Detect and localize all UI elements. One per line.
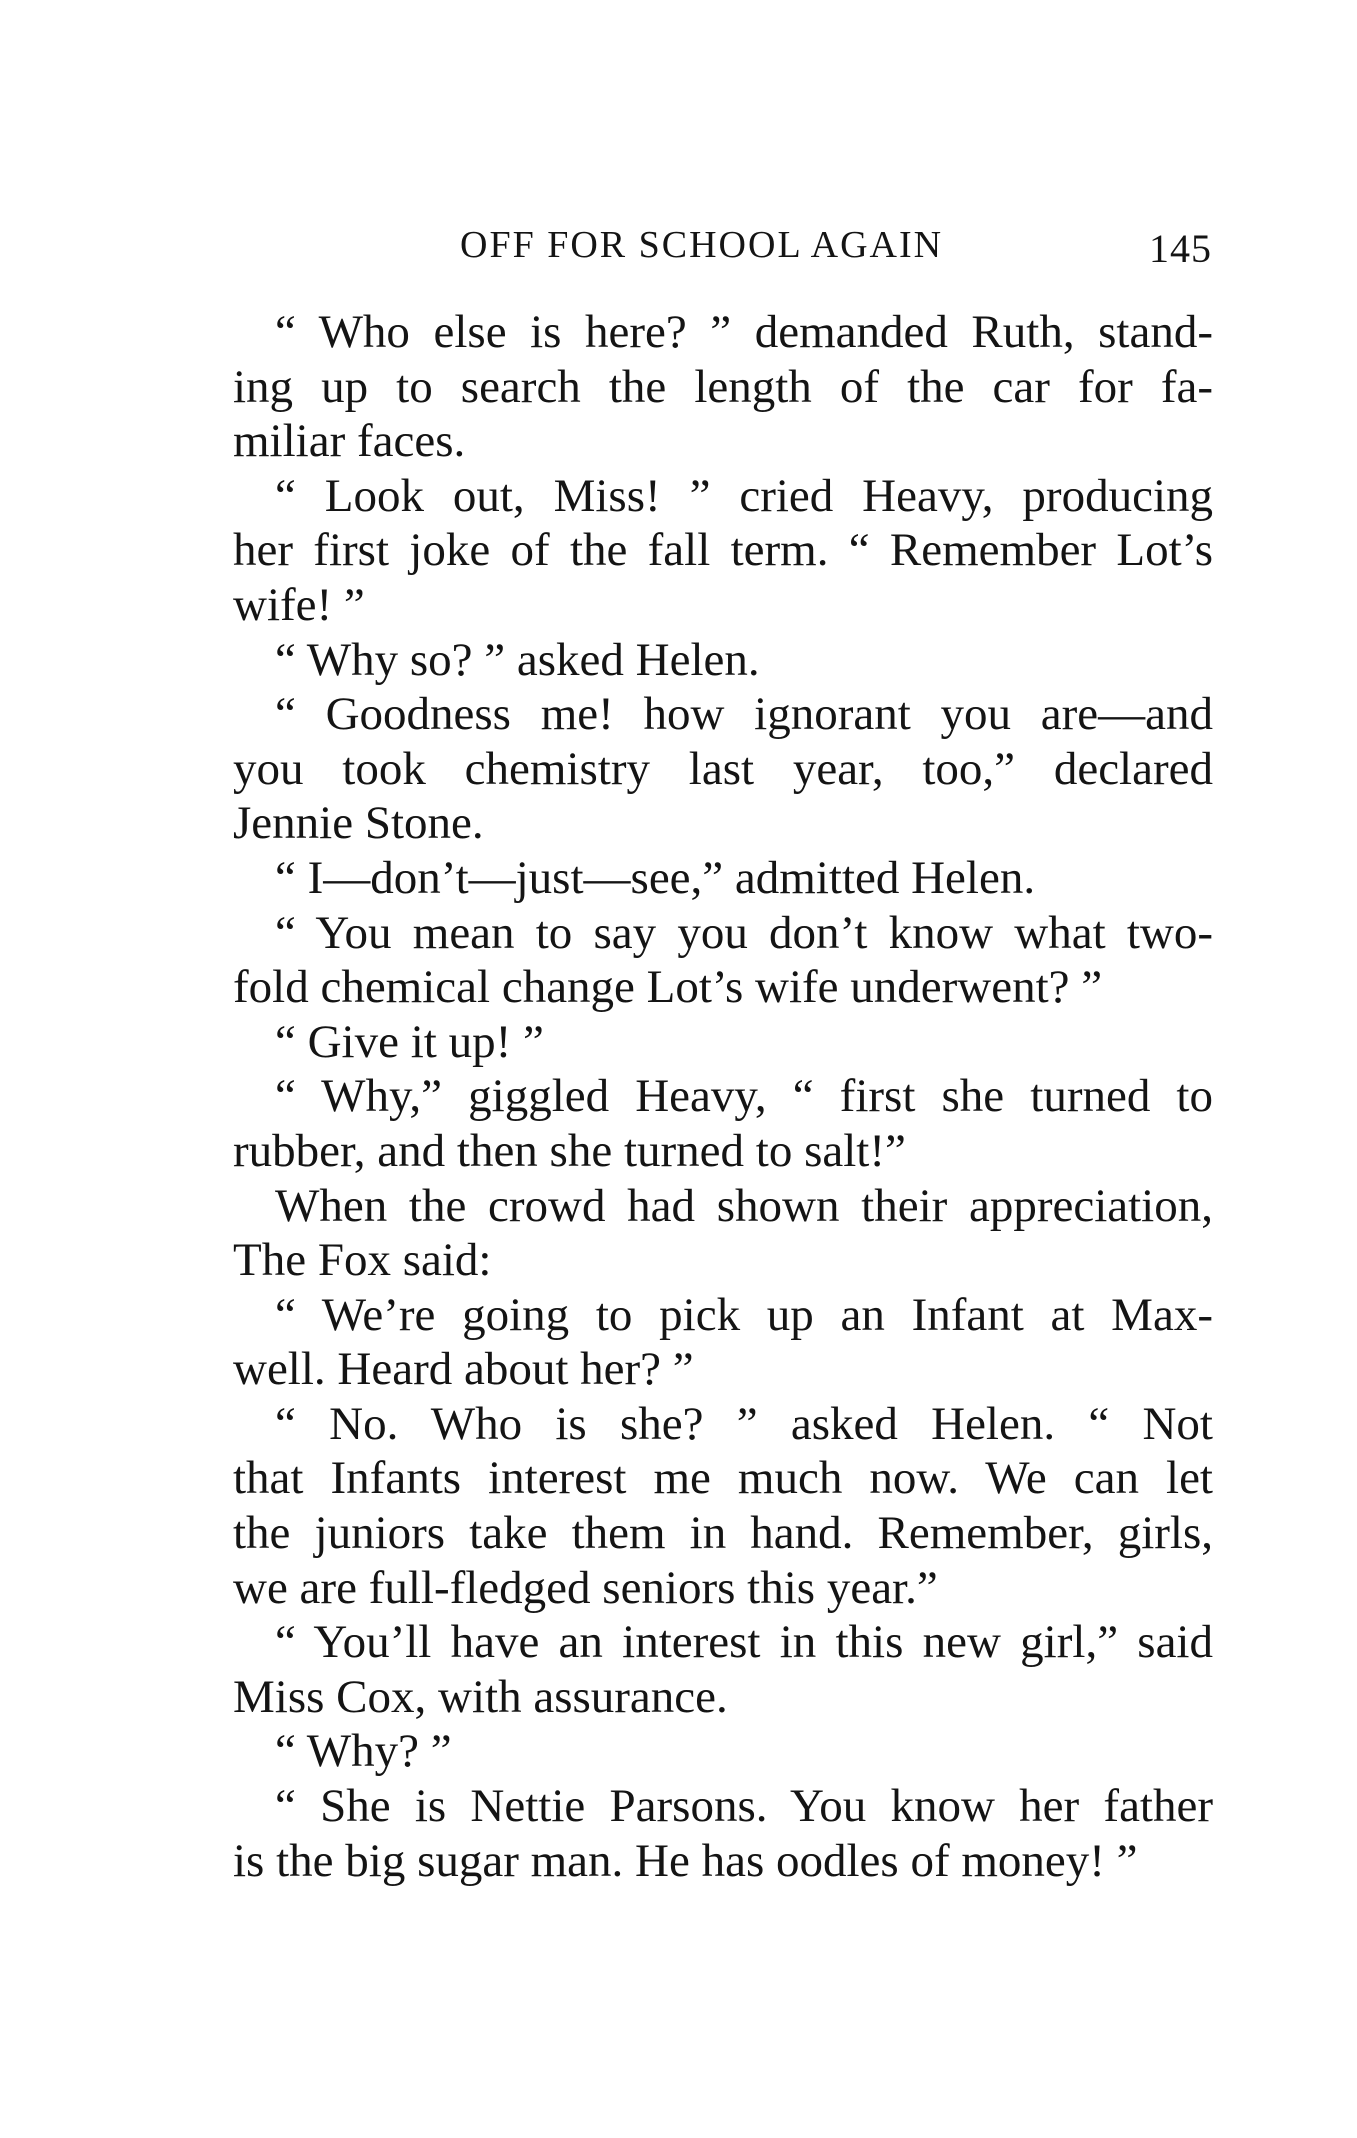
text-line: “ Look out, Miss! ” cried Heavy, producing [275, 469, 1213, 522]
text-line: is the big sugar man. He has oodles of money! ” [233, 1834, 1138, 1887]
text-line: “ Why,” giggled Heavy, “ first she turned to [275, 1070, 1213, 1123]
text-line: “ No. Who is she? ” asked Helen. “ Not [275, 1397, 1213, 1450]
text-line: “ Goodness me! how ignorant you are—and [275, 688, 1213, 741]
text-line: “ We’re going to pick up an Infant at Max- [275, 1288, 1213, 1341]
text-line: fold chemical change Lot’s wife underwent? ” [233, 961, 1103, 1014]
text-line: well. Heard about her? ” [233, 1343, 694, 1396]
text-line: “ Why so? ” asked Helen. [275, 633, 760, 686]
running-header-title: OFF FOR SCHOOL AGAIN [460, 224, 944, 266]
text-line: her first joke of the fall term. “ Remember Lot’s [233, 524, 1213, 577]
text-line: miliar faces. [233, 415, 466, 468]
text-line: When the crowd had shown their appreciation, [275, 1179, 1213, 1232]
text-line: wife! ” [233, 578, 365, 631]
text-line: Miss Cox, with assurance. [233, 1670, 728, 1723]
text-line: Jennie Stone. [233, 797, 484, 850]
text-line: “ I—don’t—just—see,” admitted Helen. [275, 851, 1036, 904]
text-line: rubber, and then she turned to salt!” [233, 1124, 906, 1177]
text-line: “ You mean to say you don’t know what two- [275, 906, 1213, 959]
text-line: you took chemistry last year, too,” declared [233, 742, 1213, 795]
text-line: we are full-fledged seniors this year.” [233, 1561, 938, 1614]
text-line: that Infants interest me much now. We can let [233, 1452, 1213, 1505]
text-line: “ Give it up! ” [275, 1015, 544, 1068]
text-line: The Fox said: [233, 1234, 492, 1287]
text-line: “ Why? ” [275, 1725, 452, 1778]
body-text [233, 305, 1213, 1888]
text-line: “ Who else is here? ” demanded Ruth, stand- [275, 306, 1213, 358]
text-line: “ You’ll have an interest in this new girl,” said [275, 1616, 1213, 1669]
text-line: “ She is Nettie Parsons. You know her father [275, 1780, 1213, 1833]
text-line: the juniors take them in hand. Remember, girls, [233, 1507, 1213, 1560]
page-number: 145 [1149, 226, 1212, 271]
text-line: ing up to search the length of the car for fa- [233, 360, 1213, 413]
